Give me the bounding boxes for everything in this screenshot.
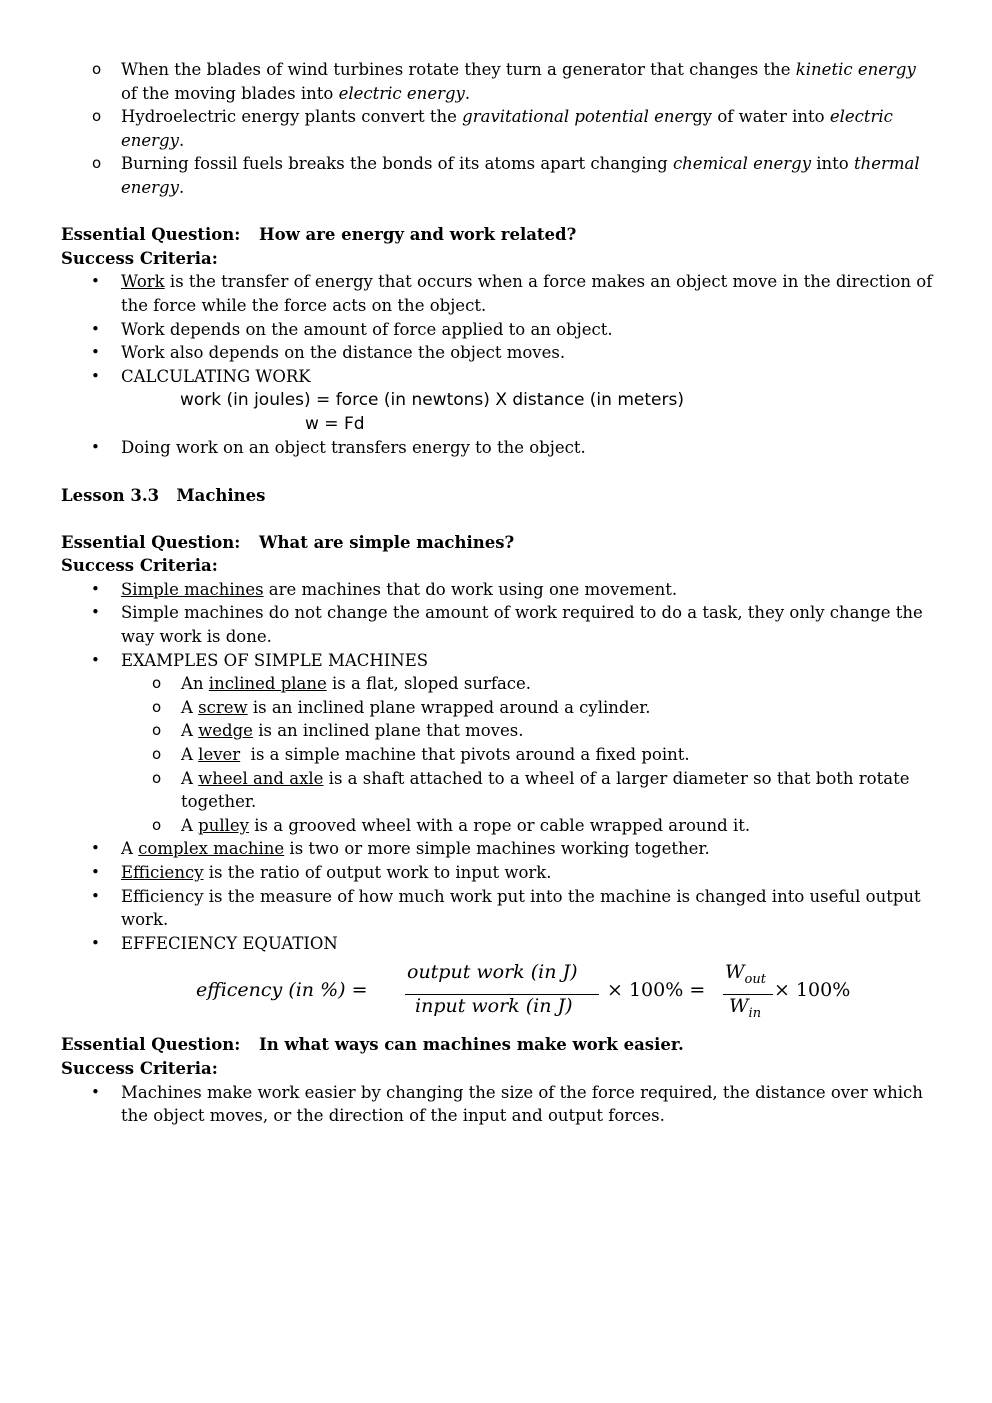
example-item: o An inclined plane is a flat, sloped surface. [61, 672, 933, 696]
list-item: • Machines make work easier by changing the size of the force required, the distance over which the object moves, or the direction of the input and output forces. [91, 1082, 923, 1126]
lesson-title: Lesson 3.3 Machines [61, 485, 266, 505]
document-page [61, 58, 933, 1128]
success-criteria-label-1: Success Criteria: [61, 248, 218, 268]
example-item: o A wheel and axle is a shaft attached to a wheel of a larger diameter so that both rotate together. [152, 768, 915, 812]
example-item: o A wedge is an inclined plane that moves. [61, 719, 933, 743]
bullet-marker: o [152, 745, 162, 764]
bullet-marker: o [92, 60, 102, 78]
list-item: • Work is the transfer of energy that occurs when a force makes an object move in the direction of the force while the force acts on the object. [91, 272, 933, 315]
bullet-marker: o [152, 721, 162, 740]
bullet-marker: o [152, 768, 162, 787]
list-item: • CALCULATING WORK [91, 366, 311, 386]
example-item: o A screw is an inclined plane wrapped around a cylinder. [61, 696, 933, 720]
list-item: • Work also depends on the distance the object moves. [91, 343, 566, 363]
success-criteria-label-2: Success Criteria: [61, 556, 218, 576]
section2-bullet-list [61, 578, 933, 672]
list-item: • EFFECIENCY EQUATION [91, 933, 338, 953]
example-item: o A pulley is a grooved wheel with a rope or cable wrapped around it. [61, 814, 933, 838]
bullet-marker: o [152, 674, 162, 693]
example-item: o A lever is a simple machine that pivots around a fixed point. [61, 743, 933, 767]
efficiency-equation [61, 957, 933, 1027]
bullet-marker: o [152, 815, 162, 834]
list-item: • Work depends on the amount of force applied to an object. [91, 319, 613, 339]
section1-bullet-list [61, 270, 933, 388]
list-item: • Efficiency is the ratio of output work to input work. [91, 863, 552, 882]
bullet-marker: o [92, 107, 102, 126]
equation-middle: × 100% = [607, 979, 706, 1002]
work-formula: work (in joules) = force (in newtons) X distance (in meters) w = Fd [180, 390, 684, 435]
intro-bullet-list [61, 58, 933, 200]
list-item: o Burning fossil fuels breaks the bonds of its atoms apart changing chemical energy into thermal energy. [92, 154, 920, 197]
equation-numerator-2: $W_{out}$ [725, 961, 766, 988]
list-item: o Hydroelectric energy plants convert the gravitational potential energy of water into electric energy. [92, 107, 893, 150]
essential-question-1: Essential Question: How are energy and work related? [61, 225, 577, 245]
equation-numerator: output work (in J) [407, 961, 578, 984]
list-item: • Simple machines are machines that do work using one movement. [91, 579, 678, 599]
section3-bullet-list [61, 1081, 933, 1128]
equation-tail: × 100% [774, 979, 851, 1002]
examples-list [61, 672, 933, 837]
equation-lhs: efficency (in %) = [196, 979, 368, 1002]
essential-question-3: Essential Question: In what ways can machines make work easier. [61, 1035, 684, 1055]
equation-denominator: input work (in J) [415, 995, 573, 1018]
equation-denominator-2: $W_{in}$ [729, 995, 762, 1022]
list-item: • Simple machines do not change the amount of work required to do a task, they only change the way work is done. [91, 603, 923, 647]
essential-question-2: Essential Question: What are simple machines? [61, 532, 515, 552]
list-item: • Doing work on an object transfers energy to the object. [91, 438, 586, 458]
list-item: • A complex machine is two or more simple machines working together. [91, 839, 710, 859]
success-criteria-label-3: Success Criteria: [61, 1058, 218, 1078]
list-item: • EXAMPLES OF SIMPLE MACHINES [91, 650, 429, 670]
list-item: o When the blades of wind turbines rotate they turn a generator that changes the kinetic energy of the moving blades into electric energy. [92, 60, 916, 103]
bullet-marker: o [92, 154, 102, 173]
list-item: • Efficiency is the measure of how much work put into the machine is changed into useful output work. [91, 886, 921, 930]
bullet-marker: o [152, 697, 162, 716]
